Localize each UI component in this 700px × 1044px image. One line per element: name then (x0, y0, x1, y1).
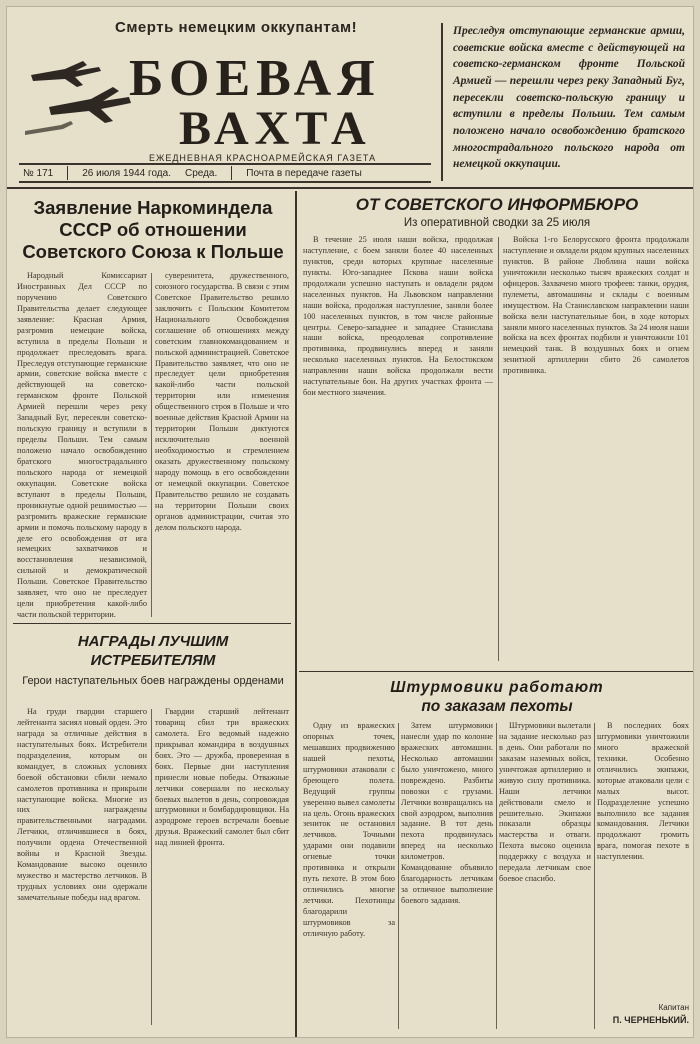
issue-date: 26 июля 1944 года. (82, 167, 171, 179)
sovinform-subhead: Из оперативной сводки за 25 июля (403, 217, 591, 229)
column-divider (151, 709, 152, 1025)
column-divider (594, 723, 595, 1029)
airplanes-illustration (21, 51, 133, 137)
sovinform-text-1: В течение 25 июля наши войска, продолжая наступление, с боем заняли более 40 населенных пунктов, среди которых крупные населенные пункты. Юго-западнее Пскова наши войска продолжали успешно наступать и овладели рядом населенных пунктов. На Львовском направлении наши войска, продолжая наступление, заняли более 100 населенных пунктов, в том числе районные центры. Северо-западнее и западнее Станислава наши войска, преодолевая сопротивление противника, продвинулись вперед и заняли несколько населенных пунктов. На Белостокском направлении наши войска продолжали вести наступательные бои. На других участках фронта — бои местного значения. (303, 235, 493, 398)
issue-day: Среда. (184, 167, 218, 179)
section-divider (13, 623, 291, 624)
issue-note: Почта в передаче газеты (246, 167, 362, 179)
awards-column-2 (155, 707, 289, 1027)
attack-text-1: Одну из вражеских опорных точек, мешавших продвижению нашей пехоты, штурмовики атаковали с бреющего полета. Ведущий группы уверенно вывел самолеты на цель. Огонь вражеских зениток не остановил летчиков. Точными ударами они подавили огневые точки противника и открыли путь пехоте. В этом бою отличились многие летчики. Пехотинцы благодарили штурмовиков за отличную работу. (303, 721, 395, 938)
sovinform-text-2: Войска 1-го Белорусского фронта продолжали наступление и овладели рядом крупных населенных пунктов. В районе Люблина наши войска уничтожили несколько тысяч вражеских солдат и офицеров. Захвачено много трофеев: танки, орудия, пулеметы, автомашины и склады с военным имуществом. На Станиславском направлении наши войска вели наступательные бои, в ходе которых заняли много населенных пунктов. За 24 июля наши войска на всех фронтах подбили и уничтожили 101 немецкий танк. В воздушных боях и огнем зенитной артиллерии сбито 26 самолетов противника. (503, 235, 689, 376)
statement-headline: Заявление Наркоминдела СССР об отношении Советского Союза к Польше (22, 197, 284, 262)
attack-text-2: Затем штурмовики нанесли удар по колонне вражеских автомашин. Несколько автомашин было уничтожено, много повреждено. Разбиты повозки с грузами. Летчики возвращались на свой аэродром, выполнив задание. В тот день пехота продвинулась вперед на несколько километров. Командование объявило благодарность летчикам за отличное выполнение боевого задания. (401, 721, 493, 905)
attack-text-3: Штурмовики вылетали на задание несколько раз в день. Они работали по заказам наземных войск, уничтожая артиллерию и живую силу противника. Наши летчики действовали смело и решительно. Экипажи показали образцы мастерства и отваги. Пехота высоко оценила поддержку с воздуха и передала летчикам свое боевое спасибо. (499, 721, 591, 884)
signature: П. ЧЕРНЕНЬКИЙ. (612, 1015, 689, 1025)
attack-text-4: В последних боях штурмовики уничтожили много вражеской техники. Особенно отличились экипажи, которые атаковали цели с малых высот. Подразделение успешно выполнило все задания командования. Летчики продолжают громить врага, помогая пехоте в наступлении. (597, 721, 689, 862)
issue-line (19, 163, 431, 183)
statement-text-1: Народный Комиссариат Иностранных Дел СССР по поручению Советского Правительства делает следующее заявление: Красная Армия, разгромив немецкие войска, вступила в пределы Польши и продолжает преследовать врага. Преследуя отступающие германские армии, советские войска вместе с действующей на советско-германском фронте Польской Армией перешли через реку Западный Буг, пересекли советско-польскую границу и вступили в пределы Польши. Тем самым положено начало освобождению братского многострадального польского народа от немецкой оккупации. Советские войска вступают в пределы Польши, проникнутые одной решимостью — разгромить вражеские германские армии и помочь польскому народу в деле его освобождения от ига немецких захватчиков и восстановления независимой, сильной и демократической Польши. Советское Правительство заявляет, что оно не преследует цели приобретения какой-либо части польской территории. (17, 271, 147, 619)
awards-subhead: Герои наступательных боев награждены орденами (22, 675, 284, 687)
newspaper-title-line2: ВАХТА (179, 102, 372, 155)
attack-headline-line2: по заказам пехоты (421, 697, 573, 715)
column-divider (498, 237, 499, 661)
column-divider (496, 723, 497, 1029)
awards-headline-line2: ИСТРЕБИТЕЛЯМ (90, 651, 216, 669)
attack-column-3 (499, 721, 591, 1031)
masthead (19, 15, 431, 165)
awards-text-2: Гвардии старший лейтенант товарищ сбил три вражеских самолета. Его ведомый надежно прикрывал командира в воздушных боях. Это — дружба, проверенная в боях. Первые дни наступления принесли новые победы. Отважные летчики совершали по нескольку боевых вылетов в день, сопровождая штурмовики и бомбардировщики. На аэродроме героев встречали боевые друзья. Вражеский самолет был сбит над линией фронта. (155, 707, 289, 848)
statement-column-2 (155, 271, 289, 619)
attack-column-4 (597, 721, 689, 1001)
order-excerpt-box: Преследуя отступающие германские армии, советские войска вместе с действующей на советско-германском фронте Польской Армией — перешли через реку Западный Буг, пересекли советско-польскую границу и вступили в пределы Польши. Тем самым положено начало освобождению братского многострадального польского народа от немецкой оккупации. (441, 23, 685, 181)
attack-headline (303, 679, 691, 716)
awards-headline (17, 633, 289, 671)
attack-headline-line1: Штурмовики работают (390, 679, 604, 696)
page-divider (295, 191, 297, 1037)
awards-text-1: На груди гвардии старшего лейтенанта засиял новый орден. Это награда за отличные действия в наступательных боях. Истребители подразделения, которым он командует, в сложных условиях боевой обстановки сбили немало самолетов противника и прикрыли наступающие войска. Многие из них награждены правительственными наградами. Летчики, отличившиеся в боях, получили ордена Отечественной войны и Красной Звезды. Командование высоко оценило мужество и мастерство летчиков. В трудных условиях они одержали замечательные победы над врагом. (17, 707, 147, 902)
sovinform-column-1 (303, 235, 493, 663)
issue-number: № 171 (23, 167, 54, 179)
statement-column-1 (17, 271, 147, 619)
awards-headline-line1: НАГРАДЫ ЛУЧШИМ (77, 633, 229, 650)
statement-text-2: суверенитета, дружественного, союзного государства. В связи с этим Советское Правительство решило заключить с Польским Комитетом Национального Освобождения соглашение об отношениях между советским главнокомандованием и польской администрацией. Советское Правительство заявляет, что оно не преследует цели приобретения какой-либо части польской территории или изменения общественного строя в Польше и что военные действия Красной Армии на территории Польши диктуются исключительно военной необходимостью и стремлением оказать дружественному польскому народу помощь в его освобождении от немецкой оккупации. Советское Правительство решило не создавать на территории Польши своих органов администрации, считая это делом польского народа. (155, 271, 289, 532)
attack-column-1 (303, 721, 395, 1031)
separator (231, 166, 232, 180)
separator (67, 166, 68, 180)
column-divider (398, 723, 399, 1029)
masthead-divider (7, 187, 694, 189)
newspaper-subtitle: ЕЖЕДНЕВНАЯ КРАСНОАРМЕЙСКАЯ ГАЗЕТА (149, 153, 377, 163)
sovinform-headline: ОТ СОВЕТСКОГО ИНФОРМБЮРО (355, 195, 639, 214)
newspaper-title-line1: БОЕВАЯ (129, 50, 381, 107)
attack-column-2 (401, 721, 493, 1031)
newspaper-page (6, 6, 694, 1038)
signature-label: Капитан (658, 1003, 689, 1012)
slogan: Смерть немецким оккупантам! (115, 19, 358, 36)
column-divider (151, 273, 152, 617)
awards-column-1 (17, 707, 147, 1027)
sovinform-column-2 (503, 235, 689, 663)
section-divider (299, 671, 694, 672)
